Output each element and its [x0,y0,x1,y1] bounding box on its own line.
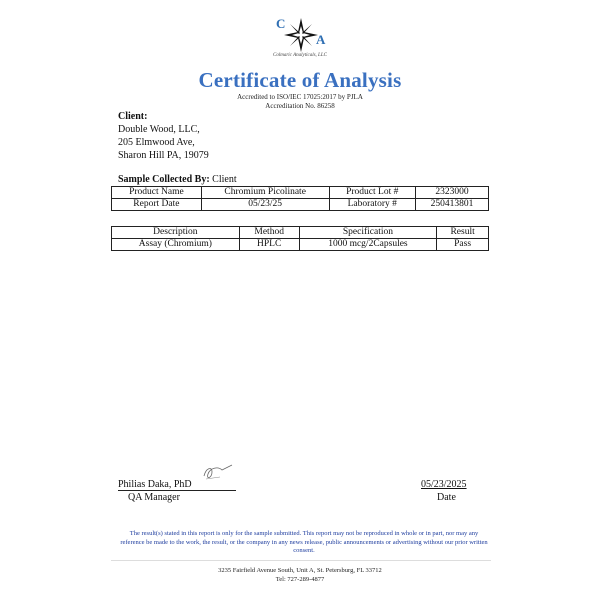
table-cell: Pass [437,239,489,251]
company-name: Colmaric Analyticals, LLC [273,53,327,58]
table-cell: Chromium Picolinate [201,187,329,199]
logo-letter-a: A [316,32,326,47]
client-city: Sharon Hill PA, 19079 [118,150,209,161]
table-cell: HPLC [239,239,299,251]
table-cell: Product Name [112,187,202,199]
table-cell: Report Date [112,199,202,211]
sample-collected [118,174,237,185]
date-label: Date [437,492,456,503]
company-address [0,567,600,584]
accreditation-line-2: Accreditation No. 86258 [265,102,335,110]
signer-name: Philias Daka, PhD [118,479,192,490]
accreditation-info [0,93,600,111]
client-address [118,123,209,162]
footer-divider [111,560,491,561]
column-header: Specification [299,227,437,239]
phone-line: Tel: 727-289-4877 [275,575,325,583]
sample-label: Sample Collected By: [118,174,210,185]
client-name: Double Wood, LLC, [118,124,200,135]
table-cell: 250413801 [415,199,488,211]
sample-value: Client [209,174,237,185]
client-heading: Client: [118,111,148,122]
table-cell: 2323000 [415,187,488,199]
signature-line [118,490,236,491]
results-table [111,226,489,251]
signature-date: 05/23/2025 [421,479,467,490]
table-cell: 05/23/25 [201,199,329,211]
disclaimer-text: The result(s) stated in this report is only for the sample submitted. This report may not be reproduced in whole or in part, nor may any reference be made to the work, the result, or the company in any news release, public announcements or advertising without our prior written consent. [120,530,488,554]
table-cell: 1000 mcg/2Capsules [299,239,437,251]
product-info-table [111,186,489,211]
client-street: 205 Elmwood Ave, [118,137,195,148]
table-row [112,199,489,211]
signer-title: QA Manager [128,492,180,503]
compass-star-icon [284,18,318,52]
table-header-row [112,227,489,239]
column-header: Result [437,227,489,239]
accreditation-line-1: Accredited to ISO/IEC 17025:2017 by PJLA [237,93,363,101]
column-header: Method [239,227,299,239]
address-line: 3235 Fairfield Avenue South, Unit A, St. Petersburg, FL 33712 [218,567,382,574]
logo-letter-c: C [276,16,286,31]
table-cell: Assay (Chromium) [112,239,240,251]
table-cell: Laboratory # [329,199,415,211]
document-title: Certificate of Analysis [198,68,402,92]
table-row [112,187,489,199]
table-row [112,239,489,251]
column-header: Description [112,227,240,239]
table-cell: Product Lot # [329,187,415,199]
signature-scribble-icon [200,462,234,484]
